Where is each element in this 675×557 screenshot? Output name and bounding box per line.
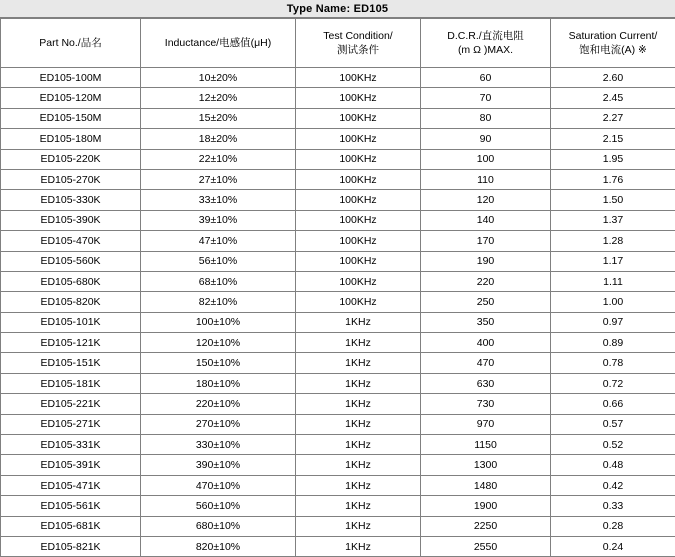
cell-test-condition: 100KHz <box>296 292 421 312</box>
cell-test-condition: 1KHz <box>296 333 421 353</box>
cell-dcr: 80 <box>421 108 551 128</box>
table-row <box>1 353 675 373</box>
cell-saturation-current: 1.37 <box>551 210 675 230</box>
cell-inductance: 12±20% <box>141 88 296 108</box>
cell-part-no: ED105-180M <box>1 129 141 149</box>
cell-saturation-current: 1.28 <box>551 231 675 251</box>
cell-dcr: 190 <box>421 251 551 271</box>
cell-part-no: ED105-330K <box>1 190 141 210</box>
cell-part-no: ED105-561K <box>1 496 141 516</box>
cell-dcr: 470 <box>421 353 551 373</box>
cell-dcr: 60 <box>421 68 551 88</box>
cell-dcr: 2550 <box>421 536 551 556</box>
cell-dcr: 1150 <box>421 435 551 455</box>
cell-inductance: 390±10% <box>141 455 296 475</box>
cell-test-condition: 1KHz <box>296 394 421 414</box>
cell-test-condition: 1KHz <box>296 475 421 495</box>
cell-saturation-current: 1.95 <box>551 149 675 169</box>
cell-part-no: ED105-100M <box>1 68 141 88</box>
cell-inductance: 10±20% <box>141 68 296 88</box>
table-row <box>1 536 675 556</box>
cell-dcr: 70 <box>421 88 551 108</box>
table-row <box>1 455 675 475</box>
column-header-inductance: Inductance/电感值(μH) <box>141 19 296 68</box>
table-row <box>1 169 675 189</box>
cell-dcr: 970 <box>421 414 551 434</box>
cell-saturation-current: 0.72 <box>551 373 675 393</box>
cell-inductance: 220±10% <box>141 394 296 414</box>
cell-test-condition: 1KHz <box>296 312 421 332</box>
cell-part-no: ED105-221K <box>1 394 141 414</box>
cell-saturation-current: 0.57 <box>551 414 675 434</box>
cell-dcr: 630 <box>421 373 551 393</box>
cell-inductance: 39±10% <box>141 210 296 230</box>
cell-saturation-current: 0.66 <box>551 394 675 414</box>
cell-inductance: 47±10% <box>141 231 296 251</box>
cell-dcr: 120 <box>421 190 551 210</box>
table-row <box>1 333 675 353</box>
cell-test-condition: 100KHz <box>296 271 421 291</box>
cell-dcr: 170 <box>421 231 551 251</box>
cell-test-condition: 1KHz <box>296 516 421 536</box>
cell-inductance: 15±20% <box>141 108 296 128</box>
table-row <box>1 190 675 210</box>
cell-test-condition: 100KHz <box>296 88 421 108</box>
table-row <box>1 108 675 128</box>
cell-test-condition: 100KHz <box>296 108 421 128</box>
cell-inductance: 680±10% <box>141 516 296 536</box>
cell-dcr: 730 <box>421 394 551 414</box>
cell-saturation-current: 0.89 <box>551 333 675 353</box>
cell-test-condition: 1KHz <box>296 496 421 516</box>
table-header <box>1 19 675 68</box>
cell-saturation-current: 1.17 <box>551 251 675 271</box>
cell-dcr: 400 <box>421 333 551 353</box>
cell-dcr: 1900 <box>421 496 551 516</box>
cell-saturation-current: 1.76 <box>551 169 675 189</box>
type-name-bar <box>0 0 675 18</box>
cell-saturation-current: 0.78 <box>551 353 675 373</box>
cell-inductance: 270±10% <box>141 414 296 434</box>
cell-inductance: 100±10% <box>141 312 296 332</box>
cell-saturation-current: 0.42 <box>551 475 675 495</box>
cell-test-condition: 100KHz <box>296 231 421 251</box>
cell-inductance: 560±10% <box>141 496 296 516</box>
table-row <box>1 88 675 108</box>
cell-inductance: 330±10% <box>141 435 296 455</box>
table-row <box>1 129 675 149</box>
cell-inductance: 82±10% <box>141 292 296 312</box>
cell-test-condition: 100KHz <box>296 251 421 271</box>
table-row <box>1 149 675 169</box>
table-row <box>1 414 675 434</box>
table-body <box>1 68 675 557</box>
cell-saturation-current: 0.24 <box>551 536 675 556</box>
cell-inductance: 180±10% <box>141 373 296 393</box>
cell-part-no: ED105-391K <box>1 455 141 475</box>
cell-test-condition: 1KHz <box>296 536 421 556</box>
column-header-test-condition: Test Condition/ 测试条件 <box>296 19 421 68</box>
cell-saturation-current: 2.45 <box>551 88 675 108</box>
cell-test-condition: 1KHz <box>296 353 421 373</box>
table-row <box>1 496 675 516</box>
cell-saturation-current: 0.28 <box>551 516 675 536</box>
cell-dcr: 140 <box>421 210 551 230</box>
table-row <box>1 373 675 393</box>
cell-test-condition: 100KHz <box>296 129 421 149</box>
column-header-dcr: D.C.R./直流电阻 (m Ω )MAX. <box>421 19 551 68</box>
cell-inductance: 18±20% <box>141 129 296 149</box>
cell-test-condition: 1KHz <box>296 435 421 455</box>
cell-part-no: ED105-820K <box>1 292 141 312</box>
table-row <box>1 210 675 230</box>
table-row <box>1 394 675 414</box>
cell-inductance: 56±10% <box>141 251 296 271</box>
cell-dcr: 220 <box>421 271 551 291</box>
cell-dcr: 90 <box>421 129 551 149</box>
cell-part-no: ED105-331K <box>1 435 141 455</box>
cell-part-no: ED105-271K <box>1 414 141 434</box>
cell-test-condition: 100KHz <box>296 68 421 88</box>
cell-saturation-current: 1.11 <box>551 271 675 291</box>
table-row <box>1 516 675 536</box>
table-row <box>1 231 675 251</box>
cell-inductance: 27±10% <box>141 169 296 189</box>
cell-inductance: 68±10% <box>141 271 296 291</box>
cell-part-no: ED105-821K <box>1 536 141 556</box>
cell-part-no: ED105-181K <box>1 373 141 393</box>
cell-saturation-current: 2.15 <box>551 129 675 149</box>
table-row <box>1 292 675 312</box>
cell-part-no: ED105-101K <box>1 312 141 332</box>
cell-dcr: 2250 <box>421 516 551 536</box>
table-row <box>1 435 675 455</box>
cell-dcr: 1300 <box>421 455 551 475</box>
cell-part-no: ED105-120M <box>1 88 141 108</box>
cell-saturation-current: 2.60 <box>551 68 675 88</box>
cell-part-no: ED105-270K <box>1 169 141 189</box>
table-row <box>1 68 675 88</box>
cell-part-no: ED105-121K <box>1 333 141 353</box>
cell-part-no: ED105-220K <box>1 149 141 169</box>
cell-test-condition: 1KHz <box>296 455 421 475</box>
cell-part-no: ED105-151K <box>1 353 141 373</box>
cell-dcr: 100 <box>421 149 551 169</box>
cell-test-condition: 100KHz <box>296 149 421 169</box>
table-row <box>1 271 675 291</box>
cell-part-no: ED105-150M <box>1 108 141 128</box>
cell-saturation-current: 0.52 <box>551 435 675 455</box>
type-name-label: Type Name: ED105 <box>287 3 388 15</box>
cell-dcr: 350 <box>421 312 551 332</box>
cell-part-no: ED105-390K <box>1 210 141 230</box>
cell-inductance: 150±10% <box>141 353 296 373</box>
cell-saturation-current: 0.33 <box>551 496 675 516</box>
cell-inductance: 33±10% <box>141 190 296 210</box>
table-row <box>1 475 675 495</box>
cell-test-condition: 100KHz <box>296 190 421 210</box>
table-row <box>1 251 675 271</box>
table-row <box>1 312 675 332</box>
cell-saturation-current: 2.27 <box>551 108 675 128</box>
cell-test-condition: 1KHz <box>296 414 421 434</box>
cell-saturation-current: 1.00 <box>551 292 675 312</box>
cell-saturation-current: 1.50 <box>551 190 675 210</box>
cell-test-condition: 100KHz <box>296 169 421 189</box>
cell-part-no: ED105-680K <box>1 271 141 291</box>
cell-part-no: ED105-470K <box>1 231 141 251</box>
cell-part-no: ED105-560K <box>1 251 141 271</box>
cell-saturation-current: 0.48 <box>551 455 675 475</box>
column-header-saturation-current: Saturation Current/ 饱和电流(A) ※ <box>551 19 675 68</box>
cell-part-no: ED105-681K <box>1 516 141 536</box>
cell-inductance: 120±10% <box>141 333 296 353</box>
cell-inductance: 820±10% <box>141 536 296 556</box>
cell-test-condition: 1KHz <box>296 373 421 393</box>
table-header-row <box>1 19 675 68</box>
specification-table <box>0 18 675 557</box>
column-header-part-no: Part No./品名 <box>1 19 141 68</box>
cell-test-condition: 100KHz <box>296 210 421 230</box>
cell-dcr: 110 <box>421 169 551 189</box>
cell-inductance: 22±10% <box>141 149 296 169</box>
cell-dcr: 1480 <box>421 475 551 495</box>
cell-saturation-current: 0.97 <box>551 312 675 332</box>
cell-part-no: ED105-471K <box>1 475 141 495</box>
cell-dcr: 250 <box>421 292 551 312</box>
cell-inductance: 470±10% <box>141 475 296 495</box>
